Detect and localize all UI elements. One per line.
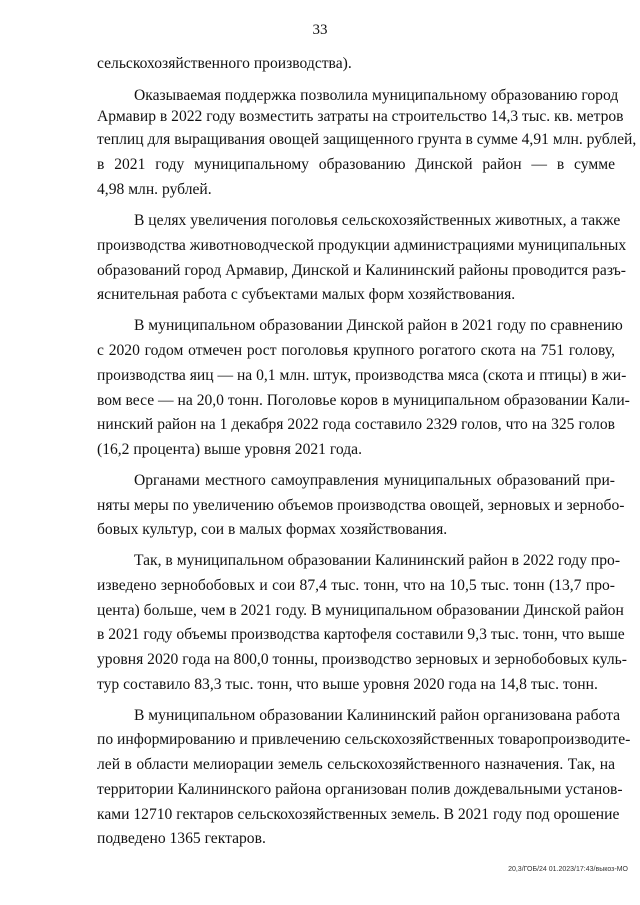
text-line: (16,2 процента) выше уровня 2021 года. [97,441,362,458]
text-line: Оказываемая поддержка позволила муниципальному образованию город [134,87,619,104]
text-line: Органами местного самоуправления муниципальных образований при- [134,472,615,489]
text-line: производства животноводческой продукции администрациями муниципальных [97,237,627,254]
text-line: ками 12710 гектаров сельскохозяйственных земель. В 2021 году под орошение [97,806,620,823]
text-line: производства яиц — на 0,1 млн. штук, производства мяса (скота и птицы) в жи- [97,367,627,384]
text-line: цента) больше, чем в 2021 году. В муниципальном образовании Динской район [97,602,624,619]
text-line: образований город Армавир, Динской и Калининский районы проводится разъ- [97,262,626,279]
text-line: в 2021 году муниципальному образованию Динской район — в сумме [97,156,615,173]
page-number: 33 [312,22,328,38]
text-line: Армавир в 2022 году возместить затраты на строительство 14,3 тыс. кв. метров [97,108,624,125]
text-line: сельскохозяйственного производства). [97,55,352,72]
text-line: территории Калининского района организован полив дождевальными установ- [97,781,623,798]
text-line: 4,98 млн. рублей. [97,181,212,198]
footer-document-code: 20,3/ГОБ/24 01.2023/17:43/выкоз-МО [508,866,628,873]
text-line: В целях увеличения поголовья сельскохозяйственных животных, а также [134,212,621,229]
text-line: подведено 1365 гектаров. [97,830,266,847]
text-line: В муниципальном образовании Динской район в 2021 году по сравнению [134,317,623,334]
text-line: нинский район на 1 декабря 2022 года составило 2329 голов, что на 325 голов [97,416,615,433]
text-line: в 2021 году объемы производства картофеля составили 9,3 тыс. тонн, что выше [97,626,625,643]
text-line: В муниципальном образовании Калининский район организована работа [134,707,621,724]
text-line: по информированию и привлечению сельскохозяйственных товаропроизводите- [97,731,631,748]
text-line: бовых культур, сои в малых формах хозяйствования. [97,521,448,538]
text-line: изведено зернобобовых и сои 87,4 тыс. тонн, что на 10,5 тыс. тонн (13,7 про- [97,577,615,594]
text-line: уровня 2020 года на 800,0 тонны, производство зерновых и зернобобовых куль- [97,651,627,668]
text-line: тур составило 83,3 тыс. тонн, что выше уровня 2020 года на 14,8 тыс. тонн. [97,676,598,693]
text-line: с 2020 годом отмечен рост поголовья крупного рогатого скота на 751 голову, [97,342,615,359]
text-line: няты меры по увеличению объемов производства овощей, зерновых и зернобо- [97,497,625,514]
text-line: теплиц для выращивания овощей защищенного грунта в сумме 4,91 млн. рублей, [97,131,637,148]
text-line: Так, в муниципальном образовании Калининский район в 2022 году про- [134,552,621,569]
text-line: вом весе — на 20,0 тонн. Поголовье коров в муниципальном образовании Кали- [97,392,630,409]
text-line: яснительная работа с субъектами малых форм хозяйствования. [97,286,516,303]
text-line: лей в области мелиорации земель сельскохозяйственного назначения. Так, на [97,756,615,773]
